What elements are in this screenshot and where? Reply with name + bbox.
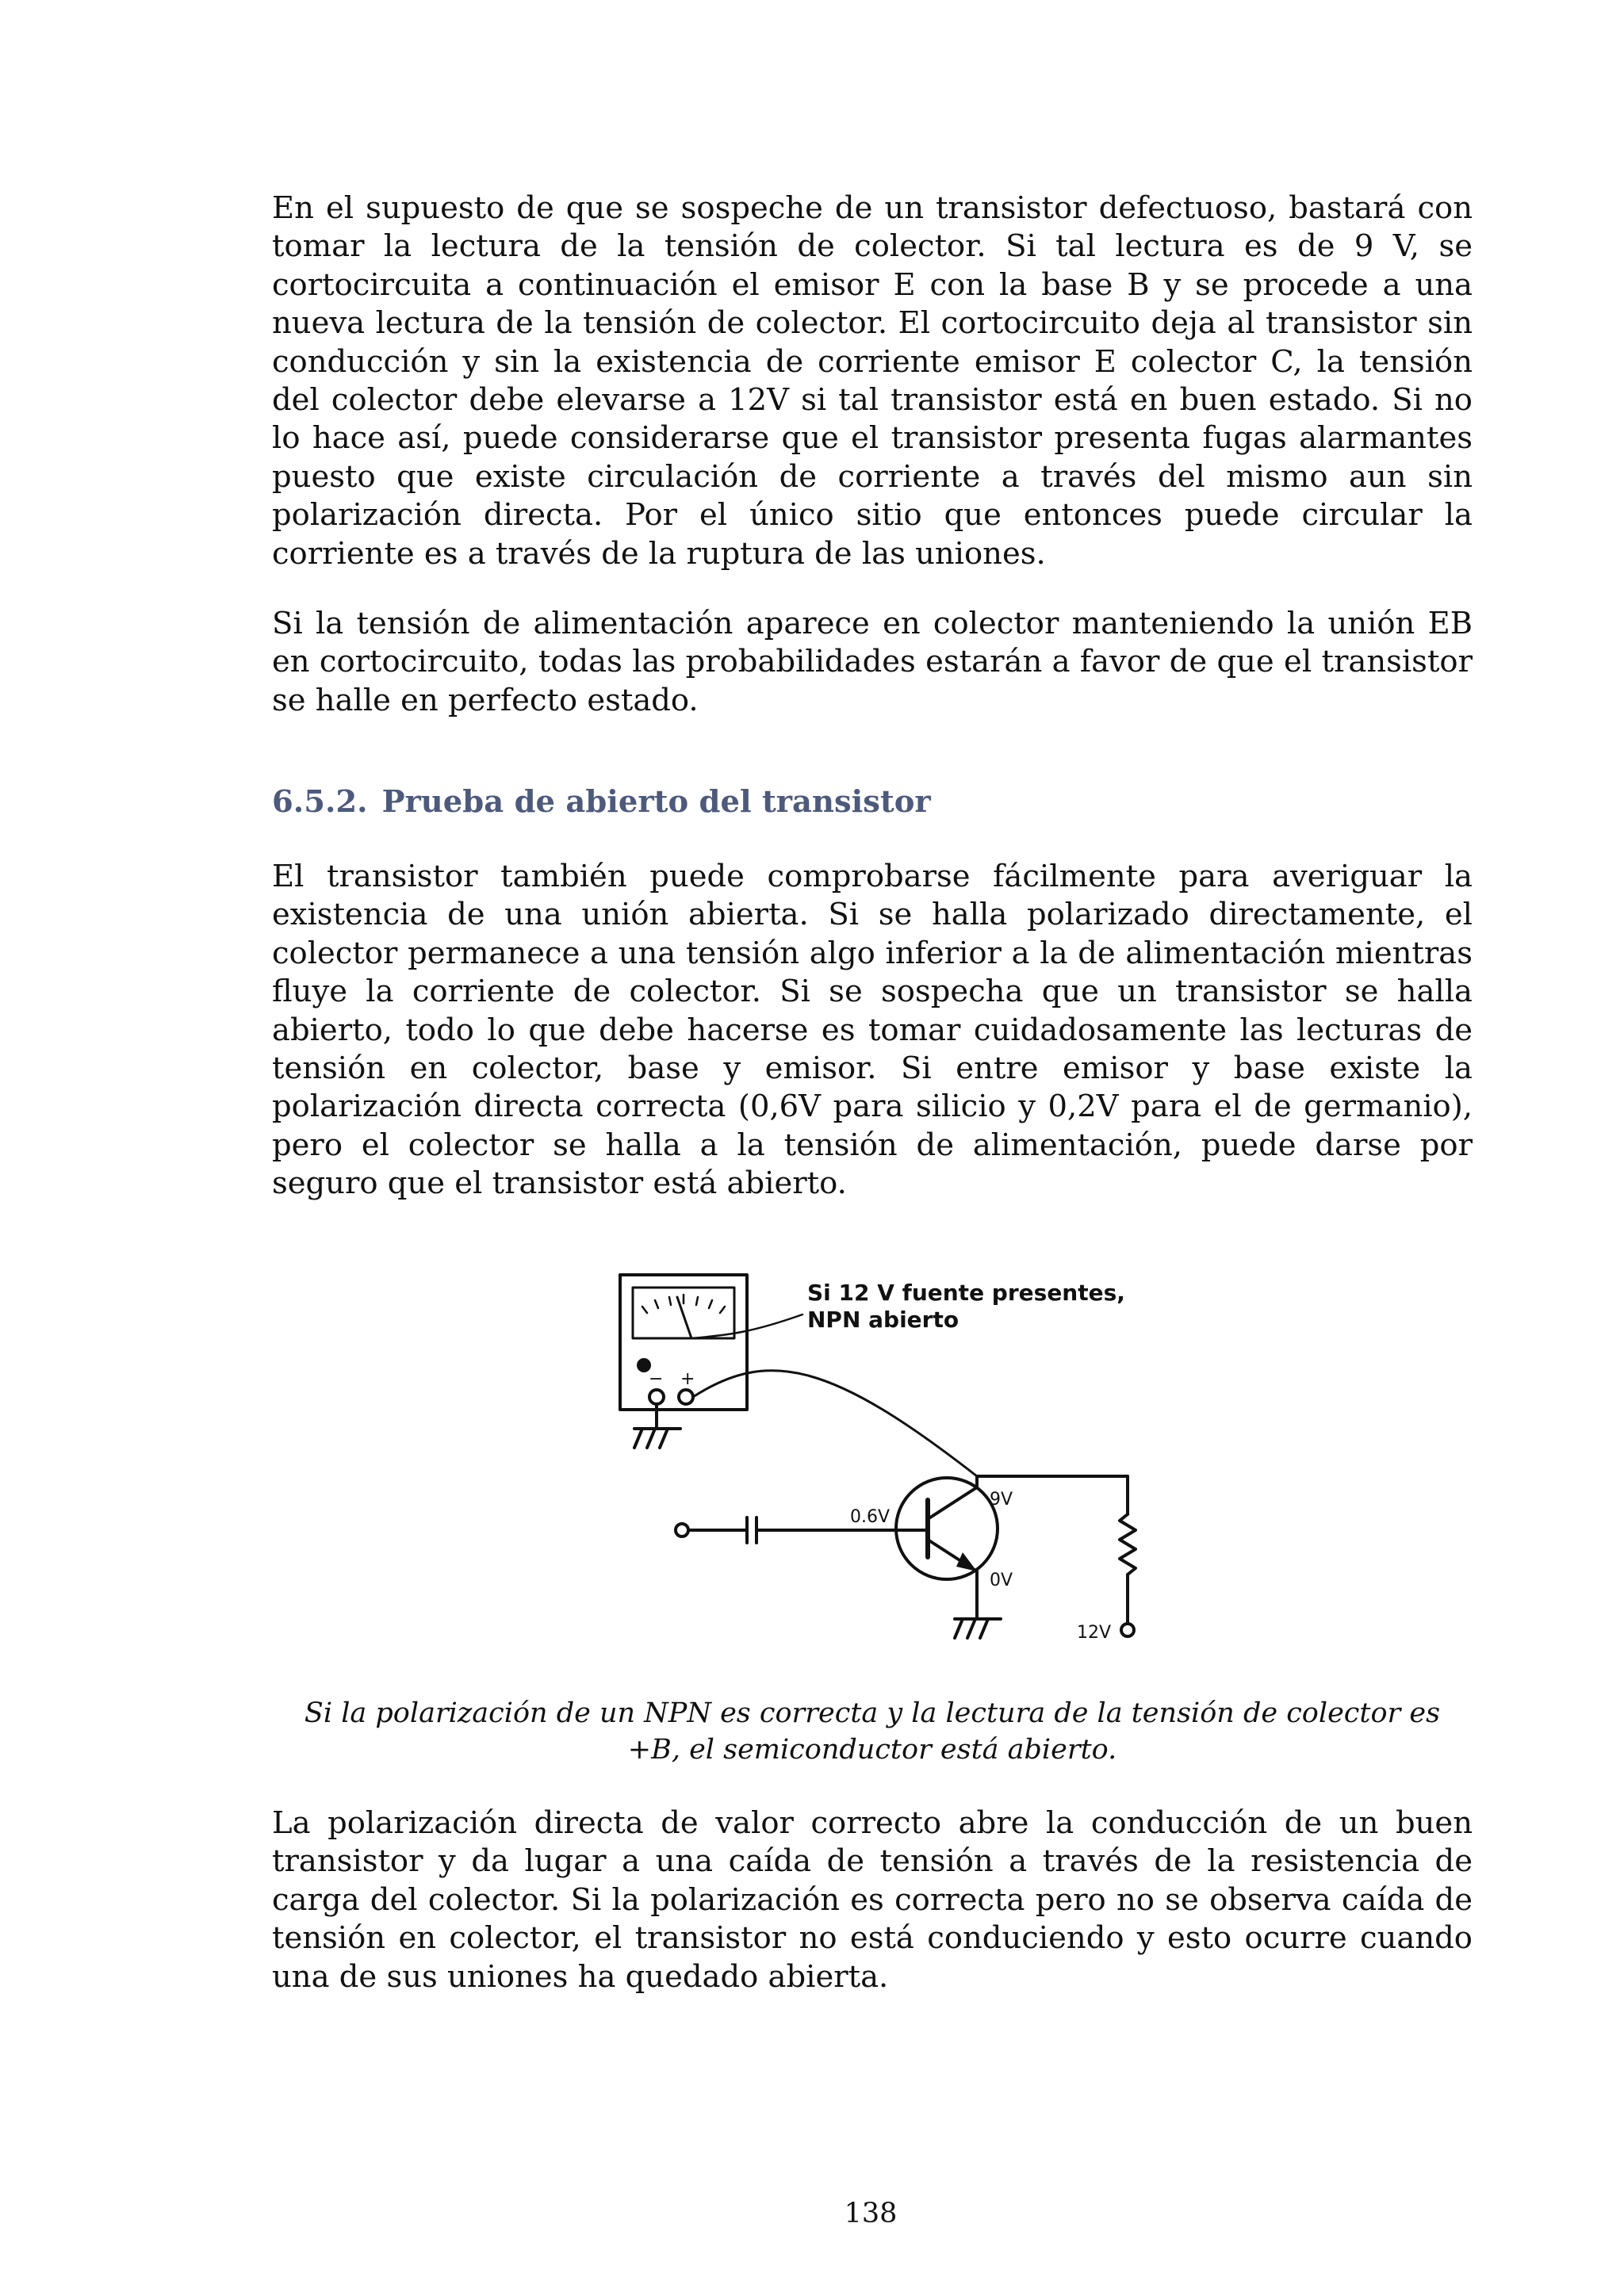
supply-terminal bbox=[1121, 1624, 1134, 1636]
meter-plus-label: + bbox=[680, 1369, 695, 1389]
section-title: Prueba de abierto del transistor bbox=[381, 784, 931, 820]
section-heading bbox=[272, 783, 931, 821]
emitter-voltage-label: 0V bbox=[990, 1571, 1013, 1590]
collector-voltage-label: 9V bbox=[990, 1490, 1013, 1510]
emitter-ground-symbol-icon bbox=[955, 1619, 1001, 1638]
note-label-line2: NPN abierto bbox=[807, 1307, 959, 1333]
circuit-diagram bbox=[571, 1253, 1158, 1673]
voltmeter-scale-icon bbox=[642, 1295, 725, 1313]
meter-negative-terminal bbox=[649, 1390, 664, 1404]
npn-open-test-circuit-figure bbox=[571, 1253, 1158, 1673]
transistor-collector-lead bbox=[928, 1487, 977, 1519]
load-resistor-icon bbox=[1120, 1514, 1136, 1575]
meter-positive-terminal bbox=[679, 1390, 693, 1404]
page-number: 138 bbox=[844, 2198, 898, 2229]
probe-lead-wire bbox=[693, 1371, 977, 1476]
meter-minus-label: − bbox=[649, 1369, 664, 1389]
paragraph-transistor-leak-test: En el supuesto de que se sospeche de un transistor defectuoso, bastará con tomar la lectura de la tensión de colector. Si tal lectura es de 9 V, se cortocircuita a continuación el emisor E con la base B y se procede a una nueva lectura de la tensión de colector. El cortocircuito deja al transistor sin conducción y sin la existencia de corriente emisor E colector C, la tensión del colector debe elevarse a 12V si tal transistor está en buen estado. Si no lo hace así, puede considerarse que el transistor presenta fugas alarmantes puesto que existe circulación de corriente a través del mismo aun sin polarización directa. Por el único sitio que entonces puede circular la corriente es a través de la ruptura de las uniones. bbox=[272, 190, 1473, 572]
ground-symbol-icon bbox=[634, 1429, 680, 1448]
note-label-line1: Si 12 V fuente presentes, bbox=[807, 1280, 1125, 1306]
input-terminal bbox=[676, 1524, 688, 1536]
section-number: 6.5.2. bbox=[272, 784, 368, 820]
caption-line-2: +B, el semiconductor está abierto. bbox=[627, 1734, 1117, 1766]
paragraph-open-junction-test: El transistor también puede comprobarse fácilmente para averiguar la existencia de una unión abierta. Si se halla polarizado directamente, el colector permanece a una tensión algo inferior a la de alimentación mientras fluye la corriente de colector. Si se sospecha que un transistor se halla abierto, todo lo que debe hacerse es tomar cuidadosamente las lecturas de tensión en colector, base y emisor. Si entre emisor y base existe la polarización directa correcta (0,6V para silicio y 0,2V para el de germanio), pero el colector se halla a la tensión de alimentación, puede darse por seguro que el transistor está abierto. bbox=[272, 859, 1473, 1202]
paragraph-forward-bias-conclusion: La polarización directa de valor correcto abre la conducción de un buen transistor y da lugar a una caída de tensión a través de la resistencia de carga del colector. Si la polarización es correcta pero no se observa caída de tensión en colector, el transistor no está conduciendo y esto ocurre cuando una de sus uniones ha quedado abierta. bbox=[272, 1805, 1473, 1995]
supply-voltage-label: 12V bbox=[1077, 1623, 1112, 1643]
base-voltage-label: 0.6V bbox=[850, 1507, 891, 1527]
caption-line-1: Si la polarización de un NPN es correcta y la lectura de la tensión de colector es bbox=[304, 1697, 1441, 1729]
emitter-arrow-icon bbox=[956, 1552, 977, 1571]
figure-caption bbox=[272, 1695, 1473, 1768]
paragraph-transistor-good-state: Si la tensión de alimentación aparece en colector manteniendo la unión EB en cortocircuito, todas las probabilidades estarán a favor de que el transistor se halle en perfecto estado. bbox=[272, 606, 1473, 718]
